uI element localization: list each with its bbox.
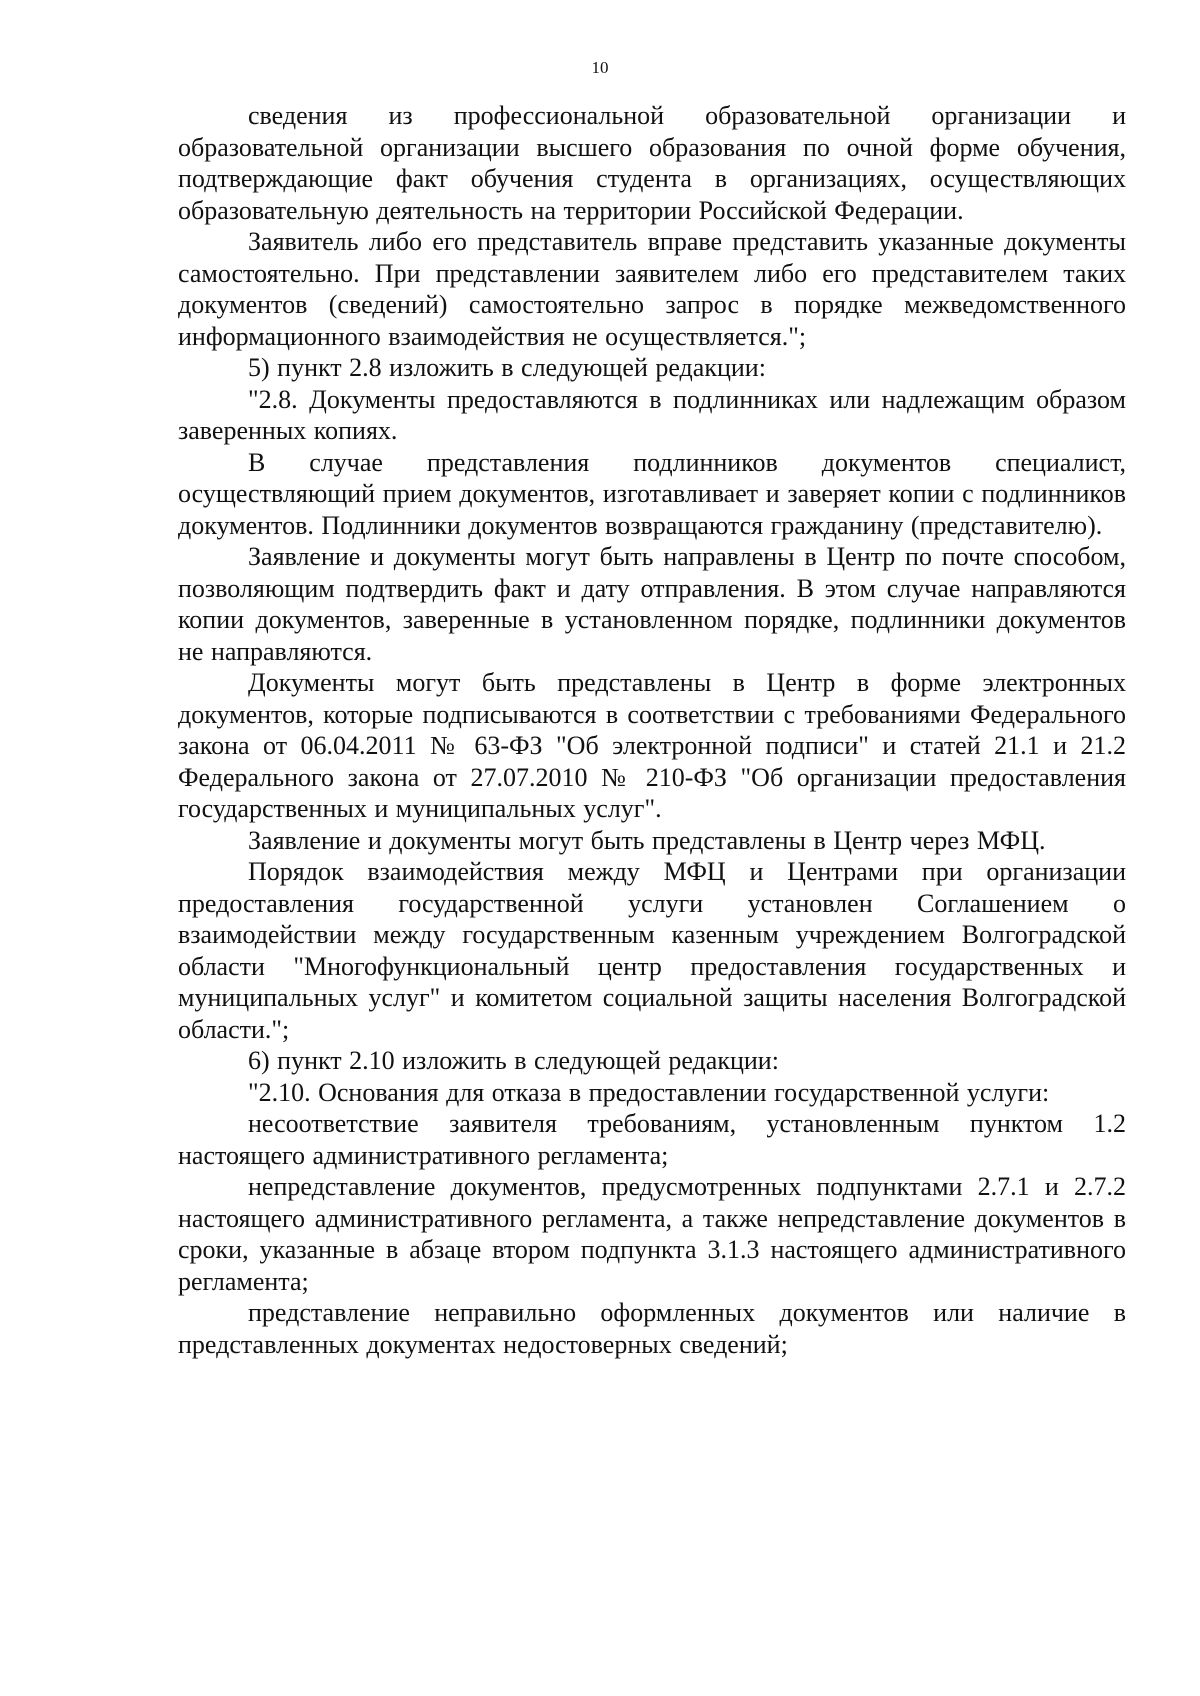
paragraph-mfc-agreement: Порядок взаимодействия между МФЦ и Центрами при организации предоставления государственной услуги установлен Соглашением о взаимодействии между государственным казенным учреждением Волгоградской области "Многофункциональный центр предоставления государственных и муниципальных услуг" и комитетом социальной защиты населения Волгоградской области."; — [178, 857, 1126, 1044]
paragraph-clause-2-10: "2.10. Основания для отказа в предоставлении государственной услуги: — [248, 1077, 1050, 1107]
paragraph-refusal-ground-2: непредставление документов, предусмотренных подпунктами 2.7.1 и 2.7.2 настоящего административного регламента, а также непредставление документов в сроки, указанные в абзаце втором подпункта 3.1.3 настоящего административного регламента; — [178, 1172, 1126, 1296]
paragraph-clause-2-8: "2.8. Документы предоставляются в подлинниках или надлежащим образом заверенных копиях. — [178, 384, 1126, 445]
paragraph-electronic-documents: Документы могут быть представлены в Центр в форме электронных документов, которые подписываются в соответствии с требованиями Федерального закона от 06.04.2011 № 63-ФЗ "Об электронной подписи" и статей 21.1 и 21.2 Федерального закона от 27.07.2010 № 210-ФЗ "Об организации предоставления государственных и муниципальных услуг". — [178, 668, 1126, 823]
document-body — [178, 100, 1126, 1360]
paragraph-originals: В случае представления подлинников документов специалист, осуществляющий прием документов, изготавливает и заверяет копии с подлинников документов. Подлинники документов возвращаются гражданину (представителю). — [178, 447, 1126, 540]
paragraph-mfc-submission: Заявление и документы могут быть представлены в Центр через МФЦ. — [248, 825, 1046, 855]
page-number: 10 — [591, 58, 609, 77]
paragraph-refusal-ground-3: представление неправильно оформленных документов или наличие в представленных документах недостоверных сведений; — [178, 1298, 1126, 1359]
paragraph-item-5: 5) пункт 2.8 изложить в следующей редакции: — [248, 353, 766, 382]
paragraph-item-6: 6) пункт 2.10 изложить в следующей редакции: — [248, 1046, 779, 1075]
paragraph-applicant-rights: Заявитель либо его представитель вправе представить указанные документы самостоятельно. При представлении заявителем либо его представителем таких документов (сведений) самостоятельно запрос в порядке межведомственного информационного взаимодействия не осуществляется."; — [178, 227, 1126, 351]
paragraph-education-info: сведения из профессиональной образовательной организации и образовательной организации высшего образования по очной форме обучения, подтверждающие факт обучения студента в организациях, осуществляющих образовательную деятельность на территории Российской Федерации. — [178, 101, 1126, 225]
paragraph-postal-submission: Заявление и документы могут быть направлены в Центр по почте способом, позволяющим подтвердить факт и дату отправления. В этом случае направляются копии документов, заверенные в установленном порядке, подлинники документов не направляются. — [178, 542, 1126, 666]
paragraph-refusal-ground-1: несоответствие заявителя требованиям, установленным пунктом 1.2 настоящего административного регламента; — [178, 1109, 1126, 1170]
